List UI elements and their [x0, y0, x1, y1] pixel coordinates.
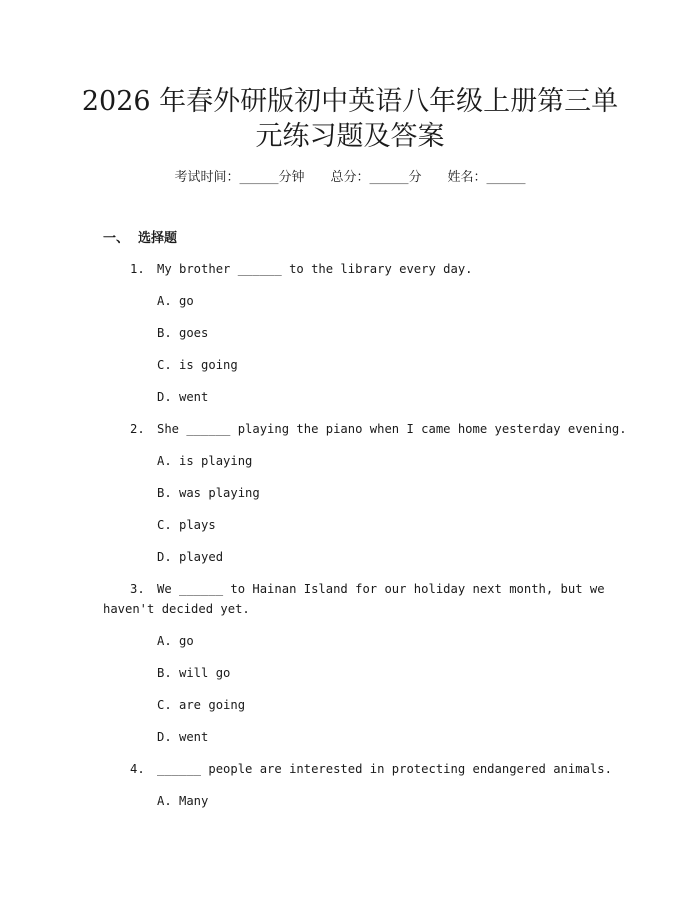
question-text: ______ people are interested in protecting endangered animals.: [157, 762, 612, 776]
document-title-line-1: 2026 年春外研版初中英语八年级上册第三单: [81, 86, 619, 117]
option-b: B. will go: [157, 666, 231, 680]
section-heading: 一、 选择题: [103, 231, 178, 246]
option-a: A. go: [157, 634, 194, 648]
exam-time-field: 考试时间：______分钟: [174, 170, 305, 185]
question-number: 1.: [130, 262, 145, 276]
question-number: 4.: [130, 762, 145, 776]
total-score-field: 总分：______分: [330, 170, 422, 185]
question-number: 2.: [130, 422, 145, 436]
question-text: We ______ to Hainan Island for our holiday next month, but we: [157, 582, 605, 596]
question-text: She ______ playing the piano when I came home yesterday evening.: [157, 422, 627, 436]
exam-meta: [0, 168, 700, 188]
student-name-field: 姓名：______: [447, 170, 526, 185]
option-a: A. Many: [157, 794, 209, 808]
option-b: B. goes: [157, 326, 209, 340]
option-d: D. went: [157, 730, 209, 744]
option-d: D. played: [157, 550, 224, 564]
option-c: C. is going: [157, 358, 238, 372]
option-c: C. are going: [157, 698, 246, 712]
option-a: A. is playing: [157, 454, 253, 468]
option-c: C. plays: [157, 518, 216, 532]
question-text: My brother ______ to the library every day.: [157, 262, 473, 276]
question-text-continued: haven't decided yet.: [103, 602, 250, 616]
document-title-line-2: 元练习题及答案: [255, 121, 445, 152]
option-a: A. go: [157, 294, 194, 308]
question-number: 3.: [130, 582, 145, 596]
option-b: B. was playing: [157, 486, 260, 500]
option-d: D. went: [157, 390, 209, 404]
